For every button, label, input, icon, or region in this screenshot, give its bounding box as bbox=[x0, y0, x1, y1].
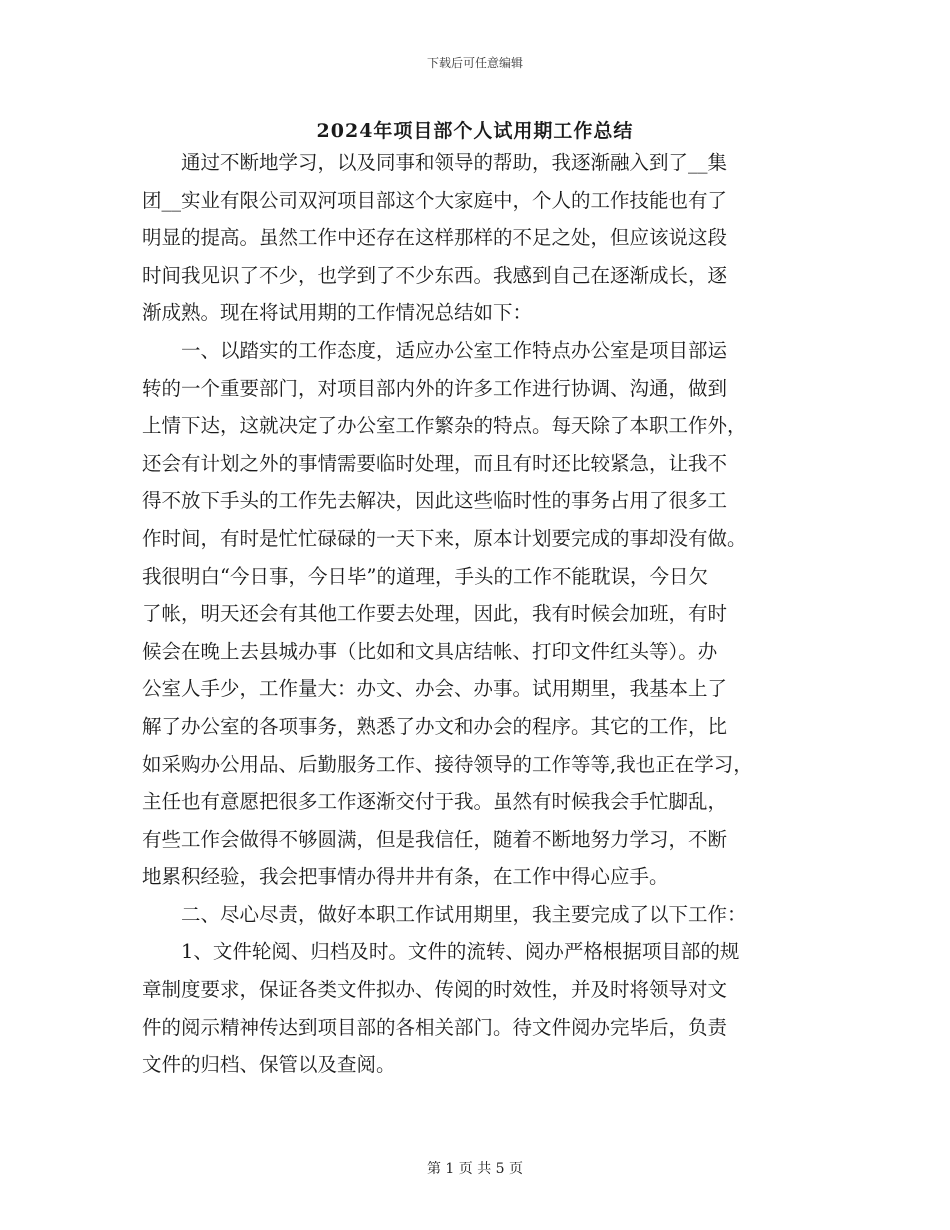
body-line: 主任也有意愿把很多工作逐渐交付于我。虽然有时候我会手忙脚乱， bbox=[142, 790, 728, 814]
document-body bbox=[142, 144, 818, 1084]
body-line: 如采购办公用品、后勤服务工作、接待领导的工作等等,我也正在学习， bbox=[142, 752, 753, 776]
body-line: 作时间，有时是忙忙碌碌的一天下来，原本计划要完成的事却没有做。 bbox=[142, 526, 747, 550]
body-line: 渐成熟。现在将试用期的工作情况总结如下： bbox=[142, 301, 533, 325]
body-line: 二、尽心尽责，做好本职工作试用期里，我主要完成了以下工作： bbox=[142, 902, 747, 926]
body-line: 解了办公室的各项事务，熟悉了办文和办会的程序。其它的工作，比 bbox=[142, 714, 728, 738]
body-line: 上情下达，这就决定了办公室工作繁杂的特点。每天除了本职工作外， bbox=[142, 414, 747, 438]
body-line: 了帐，明天还会有其他工作要去处理，因此，我有时候会加班，有时 bbox=[142, 602, 728, 626]
body-line: 文件的归档、保管以及查阅。 bbox=[142, 1053, 396, 1077]
body-line: 明显的提高。虽然工作中还存在这样那样的不足之处，但应该说这段 bbox=[142, 226, 728, 250]
body-line: 章制度要求，保证各类文件拟办、传阅的时效性，并及时将领导对文 bbox=[142, 978, 728, 1002]
body-line: 我很明白“今日事，今日毕”的道理，手头的工作不能耽误，今日欠 bbox=[142, 564, 708, 588]
body-line: 地累积经验，我会把事情办得井井有条，在工作中得心应手。 bbox=[142, 865, 669, 889]
document-title: 2024年项目部个人试用期工作总结 bbox=[316, 120, 634, 142]
body-line: 时间我见识了不少，也学到了不少东西。我感到自己在逐渐成长，逐 bbox=[142, 263, 728, 287]
body-line: 件的阅示精神传达到项目部的各相关部门。待文件阅办完毕后，负责 bbox=[142, 1015, 728, 1039]
body-line: 还会有计划之外的事情需要临时处理，而且有时还比较紧急，让我不 bbox=[142, 451, 728, 475]
body-line: 转的一个重要部门，对项目部内外的许多工作进行协调、沟通，做到 bbox=[142, 376, 728, 400]
header-note: 下载后可任意编辑 bbox=[426, 56, 523, 70]
body-line: 候会在晚上去县城办事（比如和文具店结帐、打印文件红头等）。办 bbox=[142, 639, 718, 663]
body-line: 一、以踏实的工作态度，适应办公室工作特点办公室是项目部运 bbox=[142, 338, 728, 362]
body-line: 1、文件轮阅、归档及时。文件的流转、阅办严格根据项目部的规 bbox=[142, 940, 740, 964]
body-line: 团__实业有限公司双河项目部这个大家庭中，个人的工作技能也有了 bbox=[142, 188, 728, 212]
body-line: 通过不断地学习，以及同事和领导的帮助，我逐渐融入到了__集 bbox=[142, 151, 728, 174]
body-line: 公室人手少，工作量大：办文、办会、办事。试用期里，我基本上了 bbox=[142, 677, 728, 701]
page-footer: 第 1 页 共 5 页 bbox=[426, 1161, 524, 1177]
body-line: 得不放下手头的工作先去解决，因此这些临时性的事务占用了很多工 bbox=[142, 489, 728, 513]
body-line: 有些工作会做得不够圆满，但是我信任，随着不断地努力学习，不断 bbox=[142, 827, 728, 851]
